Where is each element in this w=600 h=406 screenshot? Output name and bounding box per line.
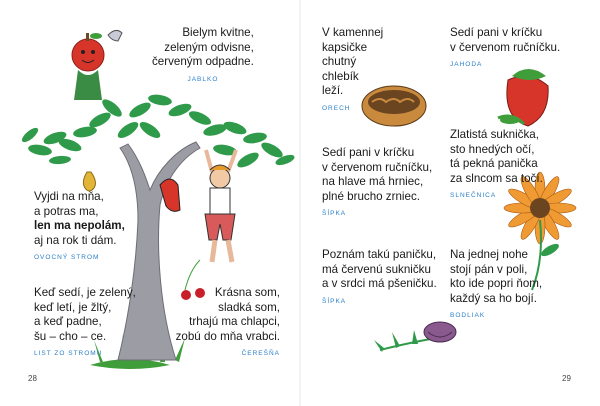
right-page (300, 0, 600, 406)
boy-illustration (205, 150, 236, 262)
riddle-rosehip-2 (322, 248, 437, 309)
riddle-cherry (176, 286, 280, 362)
riddle-line: Bielym kvitne, (182, 26, 254, 39)
riddle-line: Krásna som, (214, 286, 280, 299)
riddle-line: a potras ma, (34, 204, 99, 218)
riddle-answer: ČEREŠŇA (241, 350, 280, 358)
riddle-answer: BODLIAK (450, 312, 486, 320)
riddle-answer: JAHODA (450, 61, 483, 69)
riddle-line: keď letí, je žltý, (34, 300, 112, 314)
riddle-line: plné brucho zrniec. (322, 189, 420, 203)
riddle-line: V kamennej (322, 26, 384, 39)
riddle-line: Keď sedí, je zelený, (34, 286, 136, 299)
riddle-line: chlebík (322, 69, 359, 83)
riddle-line: aj na rok ti dám. (34, 233, 117, 247)
riddle-line: sto hnedých očí, (450, 142, 535, 156)
riddle-line: zeleným odvisne, (164, 40, 254, 54)
riddle-line: kapsičke (322, 40, 368, 54)
riddle-answer: ŠÍPKA (322, 297, 347, 305)
riddle-line: červeným odpadne. (152, 55, 254, 69)
riddle-thistle (450, 248, 542, 324)
riddle-strawberry (450, 26, 560, 73)
riddle-line: Na jednej nohe (450, 248, 528, 261)
page-number-right: 29 (562, 374, 571, 383)
riddle-answer: OVOCNÝ STROM (34, 254, 100, 262)
riddle-line: Sedí pani v kríčku (322, 146, 415, 159)
woodpecker-icon (160, 179, 180, 211)
riddle-line: na hlave má hrniec, (322, 175, 424, 189)
riddle-answer: ŠÍPKA (322, 210, 347, 218)
riddle-sunflower (450, 128, 543, 204)
riddle-line: chutný (322, 55, 357, 69)
pear-icon (83, 172, 95, 191)
riddle-answer: ORECH (322, 104, 351, 112)
riddle-line: a keď padne, (34, 315, 102, 329)
riddle-line: leží. (322, 84, 344, 98)
riddle-line: kto ide popri ňom, (450, 277, 543, 291)
riddle-line: tá pekná panička (450, 157, 538, 171)
strawberry-icon (498, 69, 548, 126)
thistle-icon (374, 322, 456, 352)
riddle-line: Zlatistá suknička, (450, 128, 539, 141)
riddle-rosehip (322, 146, 432, 222)
riddle-line: Poznám takú paničku, (322, 248, 437, 261)
apple-character (72, 30, 122, 100)
riddle-fruit-tree (34, 190, 125, 266)
riddle-line: sladká som, (218, 300, 280, 314)
riddle-answer: LIST ZO STROMU (34, 350, 103, 358)
riddle-line: v červenom ručníčku, (322, 160, 433, 174)
riddle-line: Vyjdi na mňa, (34, 190, 104, 203)
riddle-line-bold: len ma nepolám, (34, 219, 125, 233)
riddle-answer: JABLKO (187, 75, 219, 83)
page-number-left: 28 (28, 374, 37, 383)
riddle-answer: SLNEČNICA (450, 192, 497, 200)
riddle-leaf (34, 286, 136, 362)
riddle-apple (152, 26, 254, 87)
riddle-line: za slncom sa točí. (450, 171, 543, 185)
riddle-line: Sedí pani v kríčku (450, 26, 543, 39)
riddle-line: zobú do mňa vrabci. (175, 329, 280, 343)
riddle-line: v červenom ručníčku. (450, 40, 561, 54)
tree-foliage (20, 93, 296, 170)
riddle-line: šu – cho – ce. (34, 329, 107, 343)
riddle-line: má červenú sukničku (322, 262, 431, 276)
riddle-line: stojí pán v poli, (450, 262, 528, 276)
riddle-walnut (322, 26, 383, 117)
riddle-line: a v srdci má pšeničku. (322, 277, 437, 291)
riddle-line: každý sa ho bojí. (450, 291, 538, 305)
riddle-line: trhajú ma chlapci, (189, 315, 280, 329)
